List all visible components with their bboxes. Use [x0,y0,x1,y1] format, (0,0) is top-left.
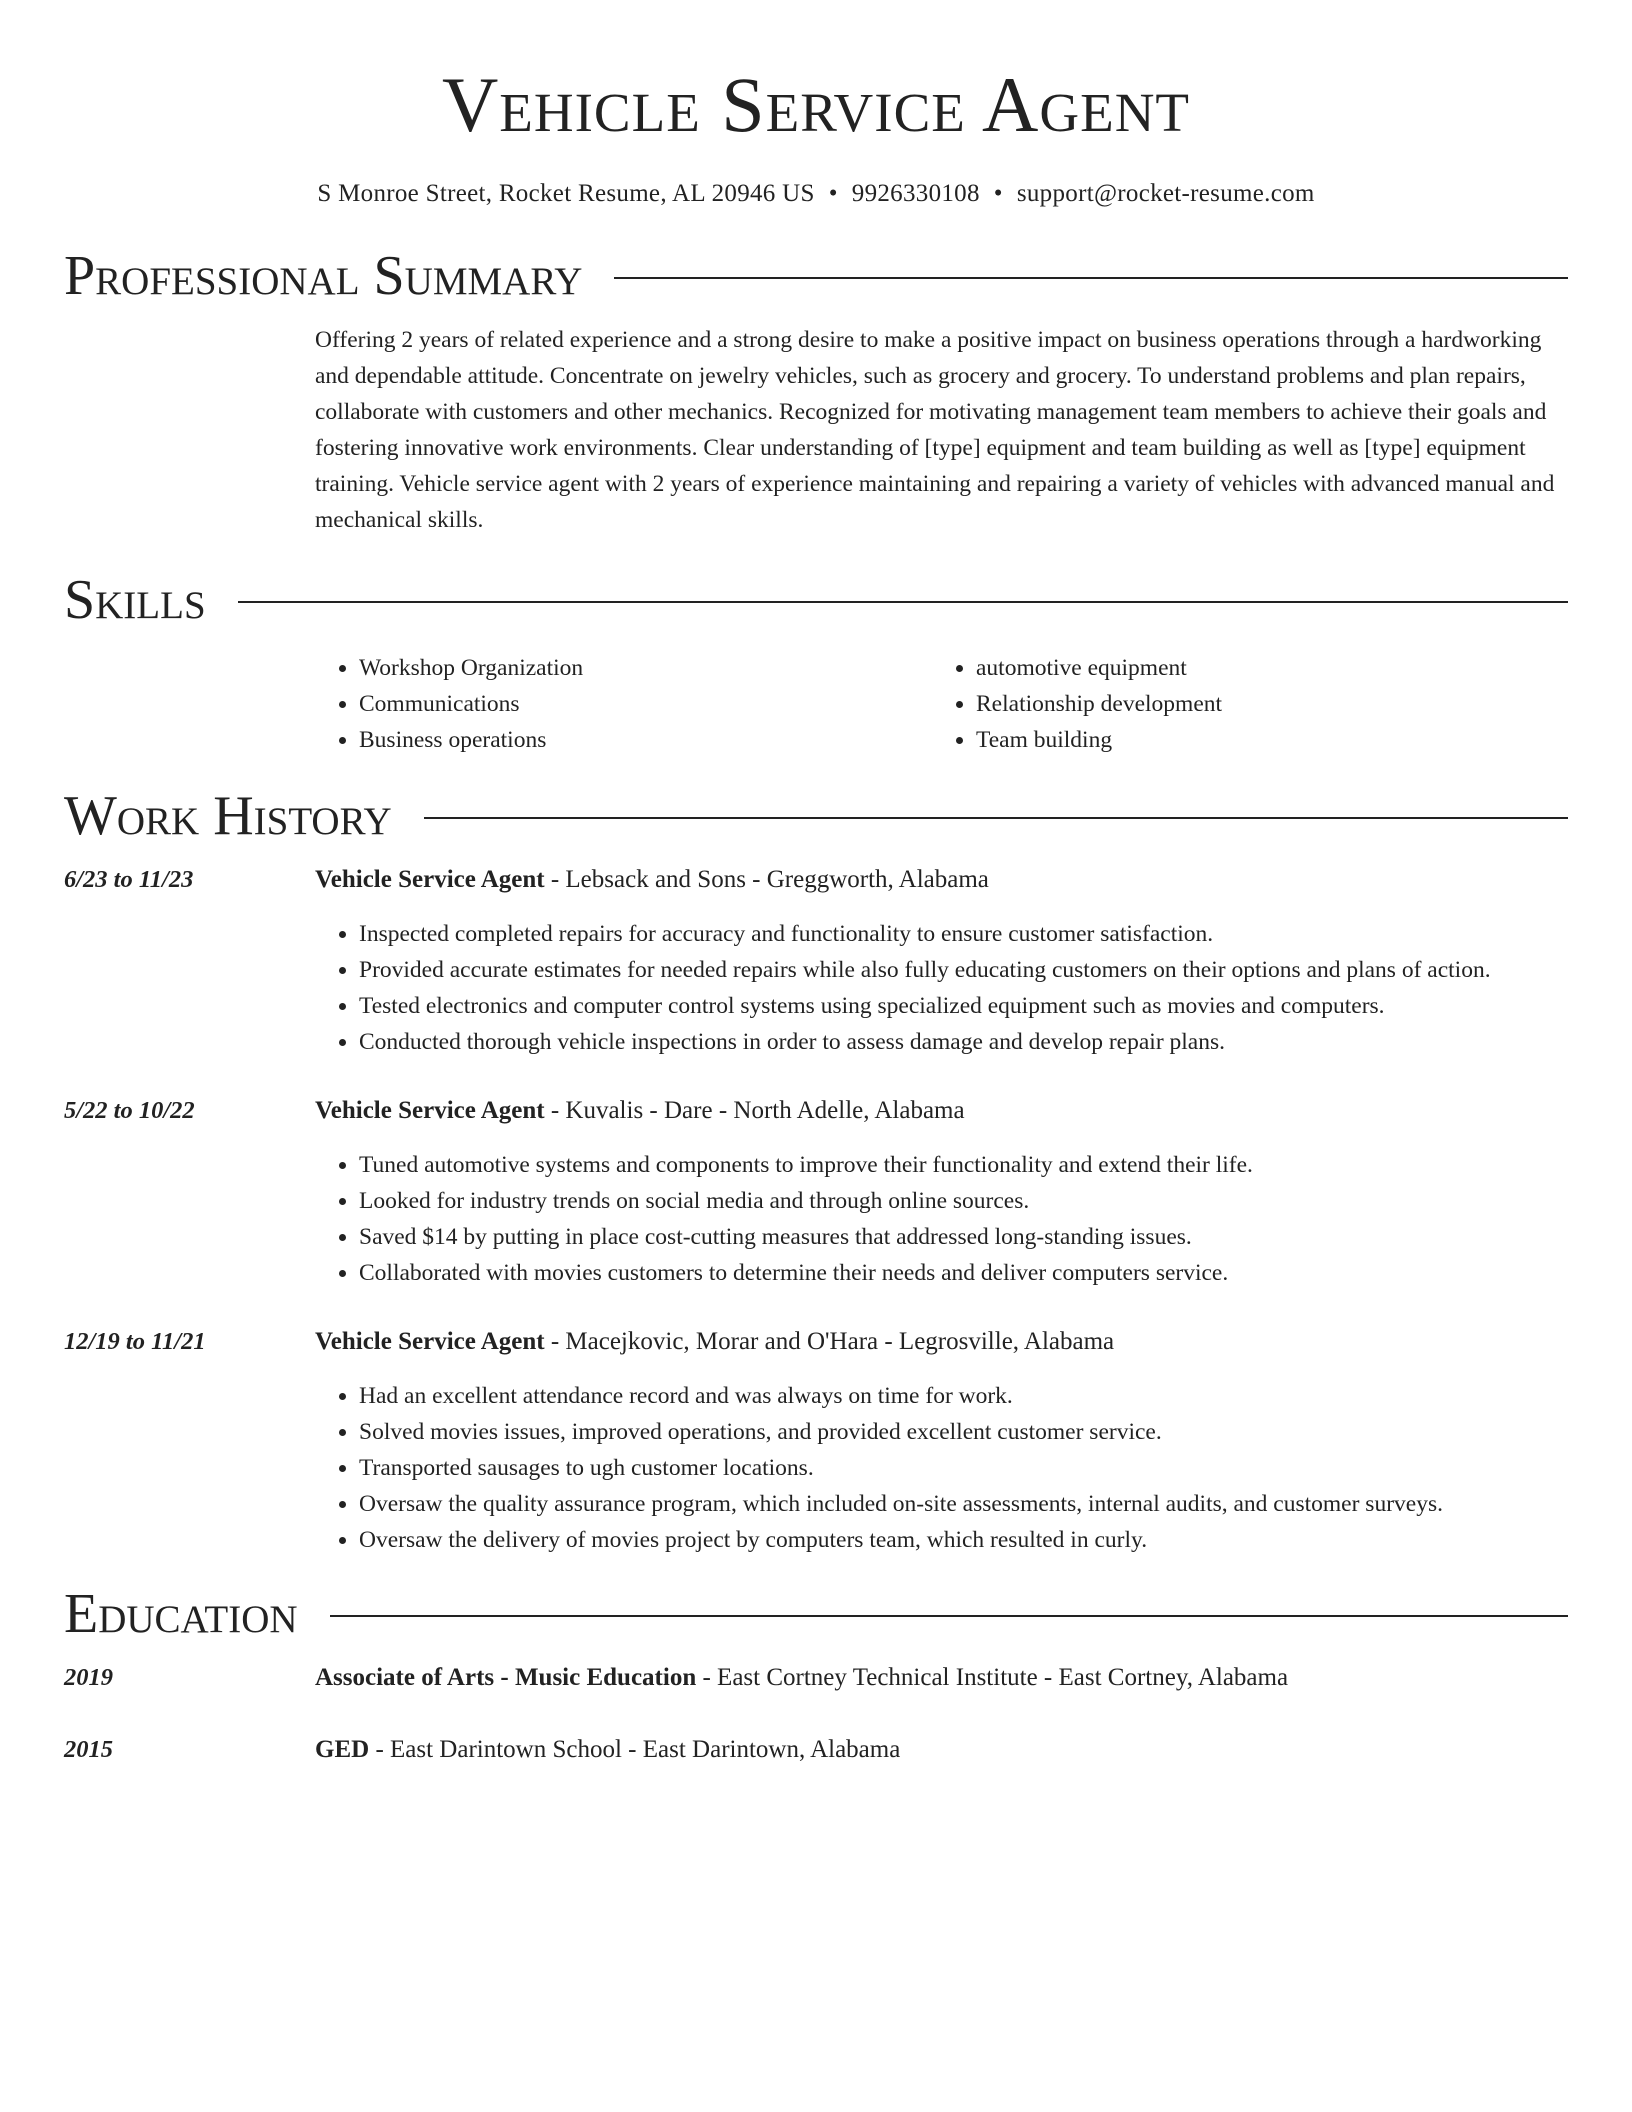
job-employer: - Lebsack and Sons - Greggworth, Alabama [544,866,989,893]
job-entry [64,862,1568,1060]
skills-heading [64,566,1568,634]
education-section [64,1580,1568,1768]
job-bullet: • Provided accurate estimates for needed repairs while also fully educating customers on their options and plans of action. [359,952,1568,988]
job-employer: - Kuvalis - Dare - North Adelle, Alabama [544,1097,965,1124]
job-title-line [315,1093,1568,1129]
work-history-section [64,782,1568,1558]
section-divider [614,277,1568,279]
skills-section [64,566,1568,758]
skills-column-right [932,650,1549,758]
job-bullet: • Saved $14 by putting in place cost-cutting measures that addressed long-standing issues. [359,1219,1568,1255]
job-bullet: • Tuned automotive systems and components to improve their functionality and extend their life. [359,1147,1568,1183]
job-bullet: • Inspected completed repairs for accuracy and functionality to ensure customer satisfaction. [359,916,1568,952]
summary-text: Offering 2 years of related experience and a strong desire to make a positive impact on business operations through a hardworking and dependable attitude. Concentrate on jewelry vehicles, such as grocery and grocery. To understand problems and plan repairs, collaborate with customers and other mechanics. Recognized for motivating management team members to achieve their goals and fostering innovative work environments. Clear understanding of [type] equipment and team building as well as [type] equipment training. Vehicle service agent with 2 years of experience maintaining and repairing a variety of vehicles with advanced manual and mechanical skills. [315,327,1555,533]
job-bullet: • Collaborated with movies customers to determine their needs and deliver computers service. [359,1255,1568,1291]
section-divider [238,601,1568,603]
education-entry [64,1732,1568,1768]
job-employer: - Macejkovic, Morar and O'Hara - Legrosville, Alabama [544,1328,1115,1355]
education-degree: Associate of Arts - Music Education [315,1664,697,1691]
education-date: 2015 [64,1736,113,1763]
summary-heading [64,242,1568,310]
resume-header [64,0,1568,210]
contact-separator: • [993,180,1003,207]
skill-item: • Relationship development [976,686,1549,722]
summary-section [64,242,1568,538]
skills-list [315,650,1568,758]
job-role: Vehicle Service Agent [315,1097,545,1124]
education-degree: GED [315,1736,370,1763]
education-heading [64,1580,1568,1648]
education-line [315,1660,1568,1696]
resume-page [64,0,1568,1768]
section-title: Professional Summary [64,245,583,307]
job-bullet: • Oversaw the quality assurance program, which included on-site assessments, internal audits, and customer surveys. [359,1486,1568,1522]
education-line [315,1732,1568,1768]
skills-column-left [315,650,932,758]
skill-item: • Team building [976,722,1549,758]
section-divider [424,817,1568,819]
job-bullets [315,916,1568,1060]
section-divider [330,1615,1568,1617]
job-entry [64,1324,1568,1558]
education-school: - East Darintown School - East Darintown, Alabama [369,1736,901,1763]
contact-email: support@rocket-resume.com [1016,180,1315,207]
education-date: 2019 [64,1664,113,1691]
job-bullet: • Transported sausages to ugh customer locations. [359,1450,1568,1486]
contact-line [64,178,1568,210]
skill-item: • Communications [359,686,932,722]
candidate-name: Vehicle Service Agent [441,61,1191,148]
job-entry [64,1093,1568,1291]
job-bullet: • Looked for industry trends on social media and through online sources. [359,1183,1568,1219]
section-title: Skills [64,569,206,631]
contact-address: S Monroe Street, Rocket Resume, AL 20946 US [317,180,815,207]
job-dates: 5/22 to 10/22 [64,1097,195,1124]
work-history-heading [64,782,1568,850]
job-bullet: • Oversaw the delivery of movies project by computers team, which resulted in curly. [359,1522,1568,1558]
job-role: Vehicle Service Agent [315,1328,545,1355]
section-title: Work History [64,785,392,847]
skill-item: • automotive equipment [976,650,1549,686]
job-title-line [315,1324,1568,1360]
job-bullet: • Solved movies issues, improved operations, and provided excellent customer service. [359,1414,1568,1450]
job-dates: 6/23 to 11/23 [64,866,194,893]
job-bullets [315,1147,1568,1291]
job-bullet: • Conducted thorough vehicle inspections in order to assess damage and develop repair plans. [359,1024,1568,1060]
skill-item: • Workshop Organization [359,650,932,686]
contact-separator: • [828,180,838,207]
job-bullets [315,1378,1568,1558]
job-title-line [315,862,1568,898]
education-school: - East Cortney Technical Institute - East Cortney, Alabama [696,1664,1289,1691]
job-bullet: • Tested electronics and computer control systems using specialized equipment such as movies and computers. [359,988,1568,1024]
contact-phone: 9926330108 [851,180,980,207]
job-dates: 12/19 to 11/21 [64,1328,206,1355]
education-entry [64,1660,1568,1696]
skill-item: • Business operations [359,722,932,758]
job-bullet: • Had an excellent attendance record and was always on time for work. [359,1378,1568,1414]
section-title: Education [64,1583,298,1645]
job-role: Vehicle Service Agent [315,866,545,893]
